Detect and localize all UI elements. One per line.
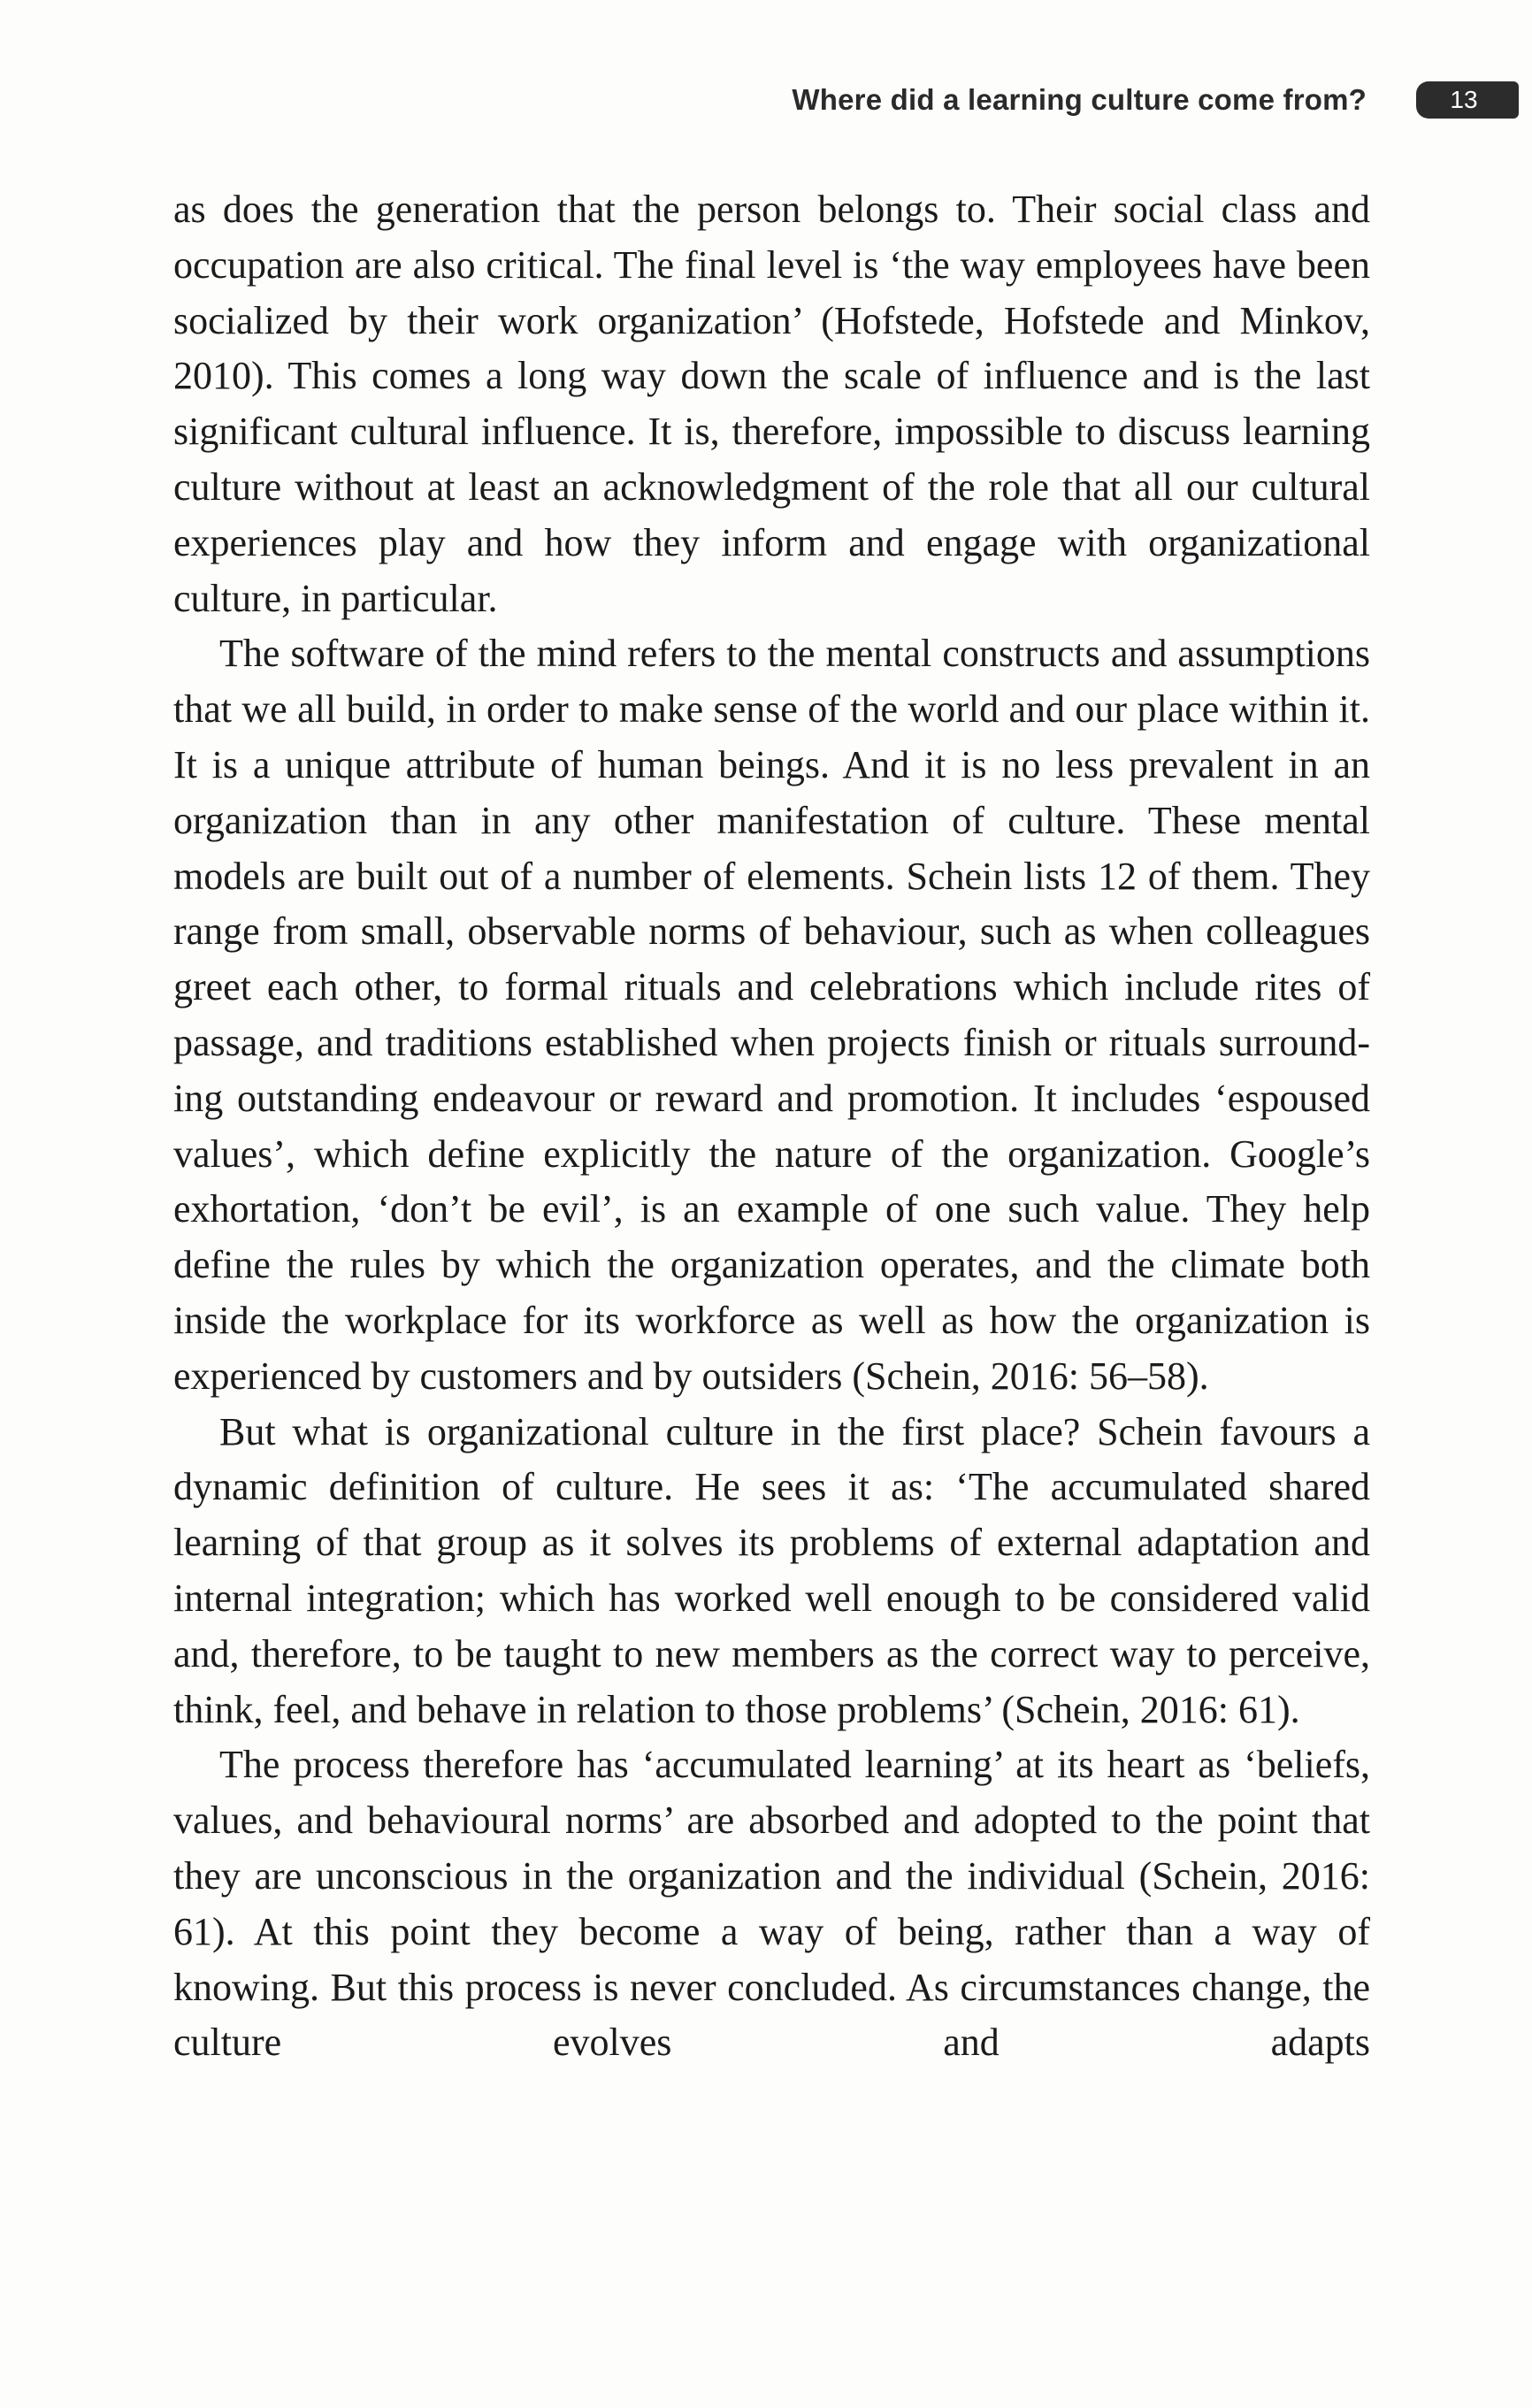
running-head (0, 81, 1532, 126)
paragraph: as does the generation that the person belongs to. Their social class and occupation are also critical. The final level is ‘the way employees have been socialized by their work organization’ (Hofstede, Hofstede and Minkov, 2010). This comes a long way down the scale of influence and is the last significant cultural influence. It is, therefore, impossible to discuss learning culture without at least an acknowledgment of the role that all our cultural experiences play and how they inform and engage with organizational culture, in particular. (173, 188, 1370, 620)
paragraph: The software of the mind refers to the mental constructs and assumptions that we all build, in order to make sense of the world and our place within it. It is a unique attribute of human beings. And it is no less prevalent in an organization than in any other manifestation of culture. These mental models are built out of a number of elements. Schein lists 12 of them. They range from small, observable norms of behaviour, such as when colleagues greet each other, to formal rituals and celebrations which include rites of passage, and traditions established when projects finish or rituals surrounding outstanding endeavour or reward and promotion. It includes ‘espoused values’, which define explicitly the nature of the organization. Google’s exhortation, ‘don’t be evil’, is an example of one such value. They help define the rules by which the organization operates, and the climate both inside the workplace for its workforce as well as how the organization is experienced by customers and by outsiders (Schein, 2016: 56–58). (173, 632, 1370, 1398)
page-number: 13 (1416, 81, 1519, 119)
paragraph: The process therefore has ‘accumulated learning’ at its heart as ‘beliefs, values, and behavioural norms’ are absorbed and adopted to the point that they are unconscious in the organization and the individual (Schein, 2016: 61). At this point they become a way of being, rather than a way of knowing. But this process is never concluded. As circumstances change, the culture evolves and adapts (173, 1743, 1370, 2065)
paragraph: But what is organizational culture in the first place? Schein favours a dynamic definition of culture. He sees it as: ‘The accumulated shared learning of that group as it solves its problems of external adaptation and internal integration; which has worked well enough to be considered valid and, therefore, to be taught to new members as the correct way to perceive, think, feel, and behave in relation to those problems’ (Schein, 2016: 61). (173, 1409, 1370, 1731)
running-title: Where did a learning culture come from? (792, 83, 1367, 116)
body-text (173, 182, 1370, 2071)
